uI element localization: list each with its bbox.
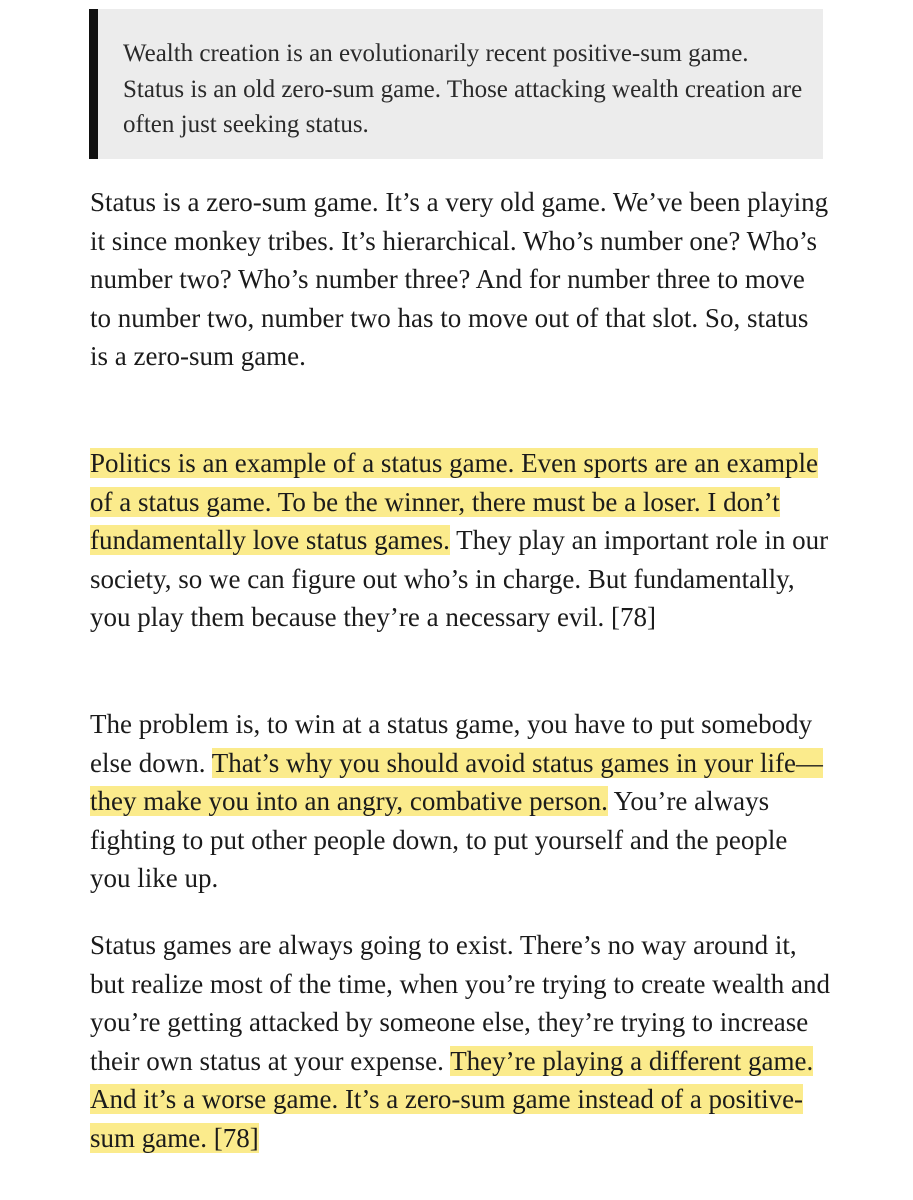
- paragraph-4-highlight: They’re playing a different game. And it’s a worse game. It’s a zero-sum game instead of a positive-sum game. [78]: [90, 1045, 814, 1153]
- pull-quote: [89, 9, 823, 159]
- paragraph-2: [90, 444, 830, 637]
- paragraph-3-text-end: You’re always fighting to put other people down, to put yourself and the people you like up.: [90, 786, 788, 893]
- paragraph-4-text: Status games are always going to exist. There’s no way around it, but realize most of the time, when you’re trying to create wealth and you’re getting attacked by someone else, they’re trying to increase their own status at your expense.: [90, 930, 830, 1076]
- paragraph-2-highlight: Politics is an example of a status game. Even sports are an example of a status game. To be the winner, there must be a loser. I don’t fundamentally love status games.: [90, 448, 819, 555]
- paragraph-2-text: They play an important role in our society, so we can figure out who’s in charge. But fundamentally, you play them because they’re a necessary evil. [78]: [90, 525, 829, 632]
- paragraph-1-text: Status is a zero-sum game. It’s a very old game. We’ve been playing it since monkey tribes. It’s hierarchical. Who’s number one? Who’s number two? Who’s number three? And for number three to move to number two, number two has to move out of that slot. So, status is a zero-sum game.: [90, 187, 829, 371]
- paragraph-3: [90, 705, 830, 898]
- paragraph-4: [90, 926, 830, 1157]
- paragraph-1: [90, 183, 830, 376]
- paragraph-3-text-start: The problem is, to win at a status game, you have to put somebody else down.: [90, 709, 813, 778]
- pull-quote-text: Wealth creation is an evolutionarily recent positive-sum game. Status is an old zero-sum game. Those attacking wealth creation are often just seeking status.: [123, 40, 803, 138]
- paragraph-3-highlight: That’s why you should avoid status games in your life—they make you into an angry, combative person.: [90, 747, 823, 816]
